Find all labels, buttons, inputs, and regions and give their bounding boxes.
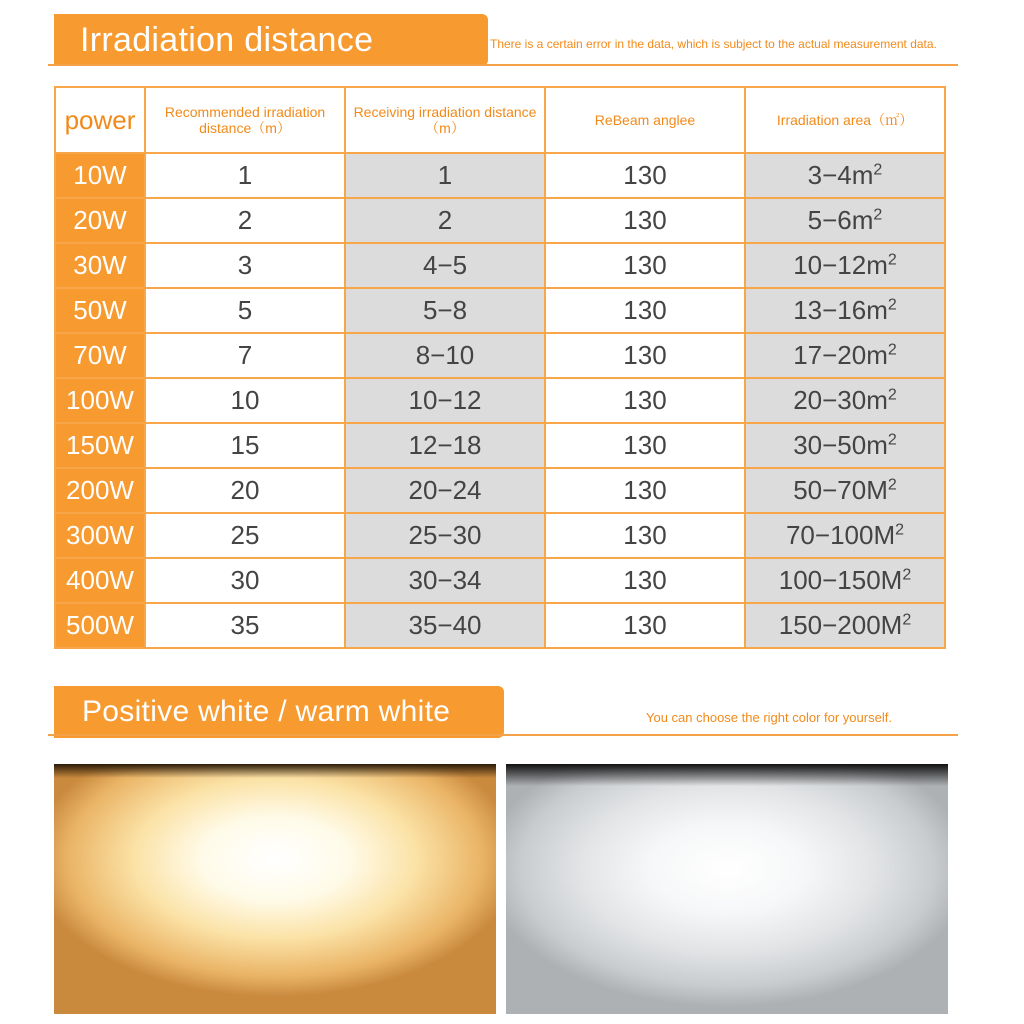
table-row [55, 243, 945, 288]
irradiation-spec-table [54, 86, 946, 649]
header-beam-angle: ReBeam anglee [545, 87, 745, 153]
beam-angle-cell: 130 [545, 153, 745, 198]
power-cell: 20W [55, 198, 145, 243]
unit-superscript: 2 [902, 611, 912, 629]
unit-superscript: 2 [887, 296, 897, 314]
power-cell: 50W [55, 288, 145, 333]
irradiation-area-cell: $100-150M^2$ [745, 558, 945, 603]
receiving-distance-cell: 8−10 [345, 333, 545, 378]
warm-white-light-photo [54, 764, 496, 1014]
header-irradiation-area: Irradiation area（㎡） [745, 87, 945, 153]
irradiation-area-cell: $5-6m^2$ [745, 198, 945, 243]
unit-superscript: 2 [887, 341, 897, 359]
beam-angle-cell: 130 [545, 198, 745, 243]
receiving-distance-cell: 1 [345, 153, 545, 198]
beam-angle-cell: 130 [545, 288, 745, 333]
unit-superscript: 2 [902, 566, 912, 584]
positive-white-light-photo [506, 764, 948, 1014]
beam-angle-cell: 130 [545, 558, 745, 603]
beam-angle-cell: 130 [545, 603, 745, 648]
beam-angle-cell: 130 [545, 333, 745, 378]
measurement-error-note: There is a certain error in the data, which is subject to the actual measurement data. [490, 37, 937, 51]
section-divider [48, 64, 958, 66]
beam-angle-cell: 130 [545, 423, 745, 468]
header-receiving-distance: Receiving irradiation distance（m） [345, 87, 545, 153]
unit-superscript: 2 [887, 431, 897, 449]
table-row [55, 153, 945, 198]
unit-superscript: 2 [873, 206, 883, 224]
table-row [55, 378, 945, 423]
section-title-irradiation-distance: Irradiation distance [54, 14, 488, 66]
recommended-distance-cell: 15 [145, 423, 345, 468]
power-cell: 300W [55, 513, 145, 558]
header-recommended-distance: Recommended irradiation distance（m） [145, 87, 345, 153]
unit-superscript: 2 [887, 386, 897, 404]
recommended-distance-cell: 1 [145, 153, 345, 198]
table-row [55, 288, 945, 333]
recommended-distance-cell: 10 [145, 378, 345, 423]
irradiation-area-cell: $150-200M^2$ [745, 603, 945, 648]
table-row [55, 423, 945, 468]
beam-angle-cell: 130 [545, 468, 745, 513]
power-cell: 150W [55, 423, 145, 468]
recommended-distance-cell: 25 [145, 513, 345, 558]
receiving-distance-cell: 25−30 [345, 513, 545, 558]
recommended-distance-cell: 3 [145, 243, 345, 288]
irradiation-area-cell: $17-20m^2$ [745, 333, 945, 378]
recommended-distance-cell: 2 [145, 198, 345, 243]
recommended-distance-cell: 20 [145, 468, 345, 513]
color-choice-note: You can choose the right color for yourself. [646, 710, 892, 725]
table-row [55, 198, 945, 243]
power-cell: 200W [55, 468, 145, 513]
irradiation-area-cell: $20-30m^2$ [745, 378, 945, 423]
power-cell: 10W [55, 153, 145, 198]
irradiation-area-cell: $30-50m^2$ [745, 423, 945, 468]
receiving-distance-cell: 12−18 [345, 423, 545, 468]
irradiation-area-cell: $13-16m^2$ [745, 288, 945, 333]
receiving-distance-cell: 2 [345, 198, 545, 243]
receiving-distance-cell: 5−8 [345, 288, 545, 333]
power-cell: 30W [55, 243, 145, 288]
power-cell: 400W [55, 558, 145, 603]
receiving-distance-cell: 10−12 [345, 378, 545, 423]
unit-superscript: 2 [873, 161, 883, 179]
power-cell: 500W [55, 603, 145, 648]
table-row [55, 603, 945, 648]
receiving-distance-cell: 4−5 [345, 243, 545, 288]
beam-angle-cell: 130 [545, 513, 745, 558]
table-row [55, 558, 945, 603]
irradiation-area-cell: $10-12m^2$ [745, 243, 945, 288]
irradiation-area-cell: $70-100M^2$ [745, 513, 945, 558]
power-cell: 70W [55, 333, 145, 378]
header-power: power [55, 87, 145, 153]
recommended-distance-cell: 5 [145, 288, 345, 333]
recommended-distance-cell: 7 [145, 333, 345, 378]
irradiation-area-cell: $3-4m^2$ [745, 153, 945, 198]
irradiation-area-cell: $50-70M^2$ [745, 468, 945, 513]
table-header-row [55, 87, 945, 153]
receiving-distance-cell: 20−24 [345, 468, 545, 513]
receiving-distance-cell: 35−40 [345, 603, 545, 648]
beam-angle-cell: 130 [545, 378, 745, 423]
section-title-color-options: Positive white / warm white [54, 686, 504, 738]
beam-angle-cell: 130 [545, 243, 745, 288]
unit-superscript: 2 [895, 521, 905, 539]
section-divider [48, 734, 958, 736]
receiving-distance-cell: 30−34 [345, 558, 545, 603]
unit-superscript: 2 [887, 476, 897, 494]
unit-superscript: 2 [887, 251, 897, 269]
table-row [55, 468, 945, 513]
recommended-distance-cell: 30 [145, 558, 345, 603]
table-row [55, 333, 945, 378]
table-row [55, 513, 945, 558]
recommended-distance-cell: 35 [145, 603, 345, 648]
power-cell: 100W [55, 378, 145, 423]
